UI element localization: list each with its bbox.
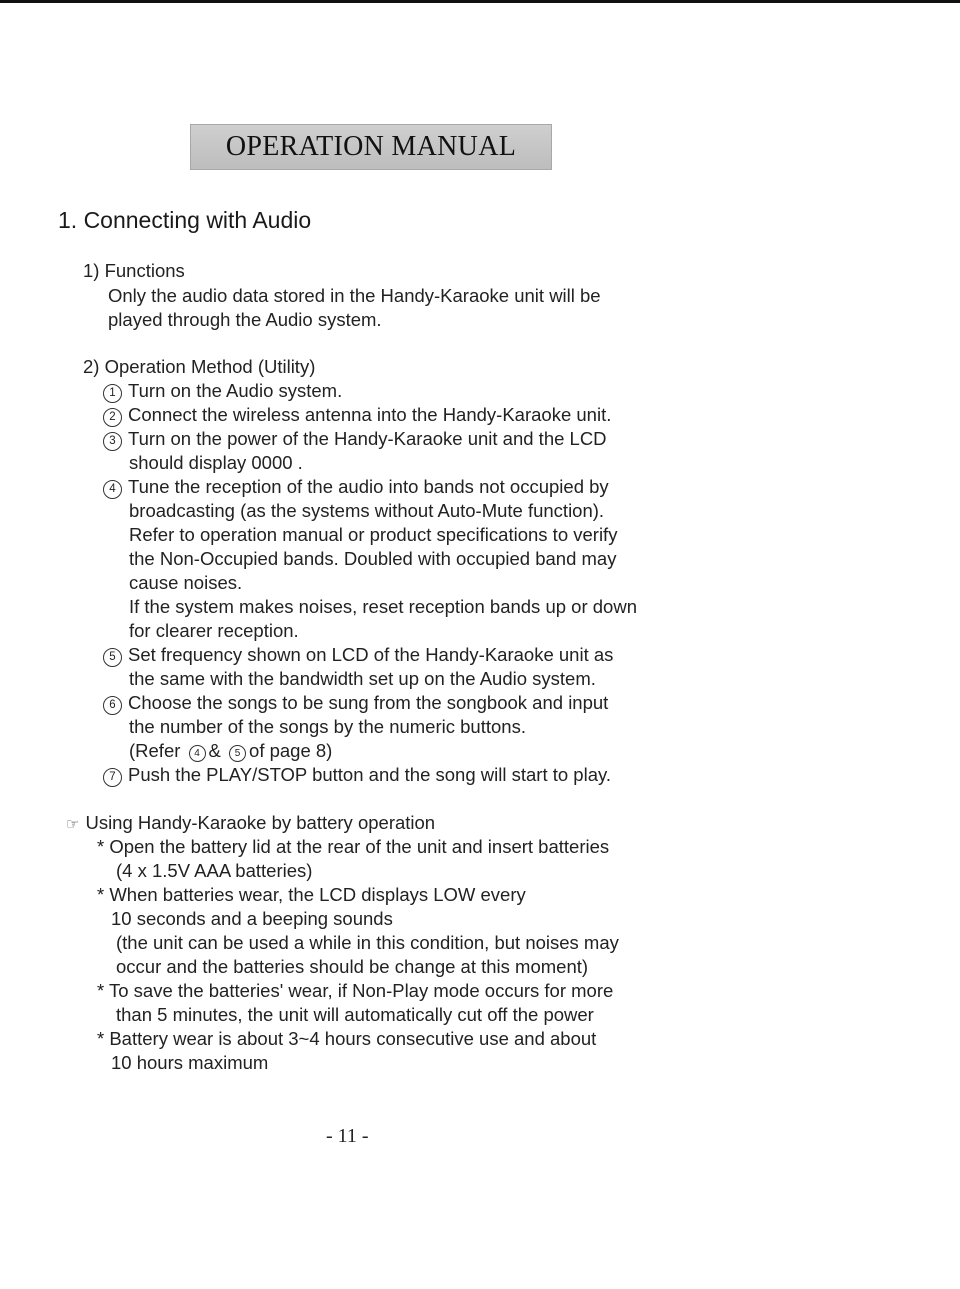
step-number-6: 6 <box>103 696 122 715</box>
battery-bullet: * Battery wear is about 3~4 hours consecutive use and about <box>97 1028 597 1049</box>
step-number-3: 3 <box>103 432 122 451</box>
step-4-continued: broadcasting (as the systems without Auto-Mute function). <box>129 500 605 521</box>
battery-bullet: * When batteries wear, the LCD displays LOW every <box>97 884 526 905</box>
step-3-continued: should display 0000 . <box>129 452 303 473</box>
functions-label: 1) Functions <box>83 260 185 281</box>
step-text: Connect the wireless antenna into the Handy-Karaoke unit. <box>128 404 612 425</box>
step-6 <box>103 691 608 715</box>
pointing-hand-icon: ☞ <box>66 816 80 833</box>
functions-text-line: Only the audio data stored in the Handy-Karaoke unit will be <box>108 285 601 306</box>
step-5 <box>103 643 613 667</box>
battery-bullet-continued: than 5 minutes, the unit will automatically cut off the power <box>116 1004 594 1025</box>
step-text: Push the PLAY/STOP button and the song will start to play. <box>128 764 611 785</box>
step-text: Choose the songs to be sung from the songbook and input <box>128 692 609 713</box>
battery-heading-text: Using Handy-Karaoke by battery operation <box>85 812 436 833</box>
functions-text-line: played through the Audio system. <box>108 309 382 330</box>
battery-bullet-continued: (the unit can be used a while in this condition, but noises may <box>116 932 619 953</box>
refer-number-4: 4 <box>189 745 206 762</box>
battery-heading <box>66 811 435 837</box>
battery-bullet-continued: 10 seconds and a beeping sounds <box>111 908 393 929</box>
step-7 <box>103 763 611 787</box>
step-4-continued: Refer to operation manual or product specifications to verify <box>129 524 618 545</box>
top-border-rule <box>0 0 960 3</box>
section-heading: 1. Connecting with Audio <box>58 207 312 233</box>
step-4 <box>103 475 609 499</box>
battery-bullet: * To save the batteries' wear, if Non-Play mode occurs for more <box>97 980 614 1001</box>
refer-suffix: of page 8) <box>249 740 333 761</box>
step-text: Turn on the Audio system. <box>128 380 343 401</box>
step-5-continued: the same with the bandwidth set up on the Audio system. <box>129 668 596 689</box>
step-number-1: 1 <box>103 384 122 403</box>
step-3 <box>103 427 607 451</box>
method-label: 2) Operation Method (Utility) <box>83 356 316 377</box>
refer-number-5: 5 <box>229 745 246 762</box>
step-6-continued: the number of the songs by the numeric buttons. <box>129 716 526 737</box>
refer-prefix: (Refer <box>129 740 181 761</box>
battery-bullet-continued: occur and the batteries should be change at this moment) <box>116 956 589 977</box>
step-4-continued: the Non-Occupied bands. Doubled with occupied band may <box>129 548 617 569</box>
step-text: Turn on the power of the Handy-Karaoke unit and the LCD <box>128 428 607 449</box>
battery-bullet: * Open the battery lid at the rear of the unit and insert batteries <box>97 836 610 857</box>
step-4-continued: If the system makes noises, reset reception bands up or down <box>129 596 637 617</box>
step-2 <box>103 403 611 427</box>
step-1 <box>103 379 342 403</box>
step-number-2: 2 <box>103 408 122 427</box>
step-number-4: 4 <box>103 480 122 499</box>
step-4-continued: for clearer reception. <box>129 620 299 641</box>
step-number-5: 5 <box>103 648 122 667</box>
step-number-7: 7 <box>103 768 122 787</box>
step-6-reference <box>129 739 332 763</box>
step-text: Set frequency shown on LCD of the Handy-Karaoke unit as <box>128 644 614 665</box>
page-title: OPERATION MANUAL <box>190 124 552 170</box>
page-number: - 11 - <box>326 1125 369 1147</box>
battery-bullet-continued: 10 hours maximum <box>111 1052 269 1073</box>
refer-amp: & <box>208 740 221 761</box>
battery-bullet-continued: (4 x 1.5V AAA batteries) <box>116 860 313 881</box>
step-4-continued: cause noises. <box>129 572 243 593</box>
step-text: Tune the reception of the audio into bands not occupied by <box>128 476 609 497</box>
